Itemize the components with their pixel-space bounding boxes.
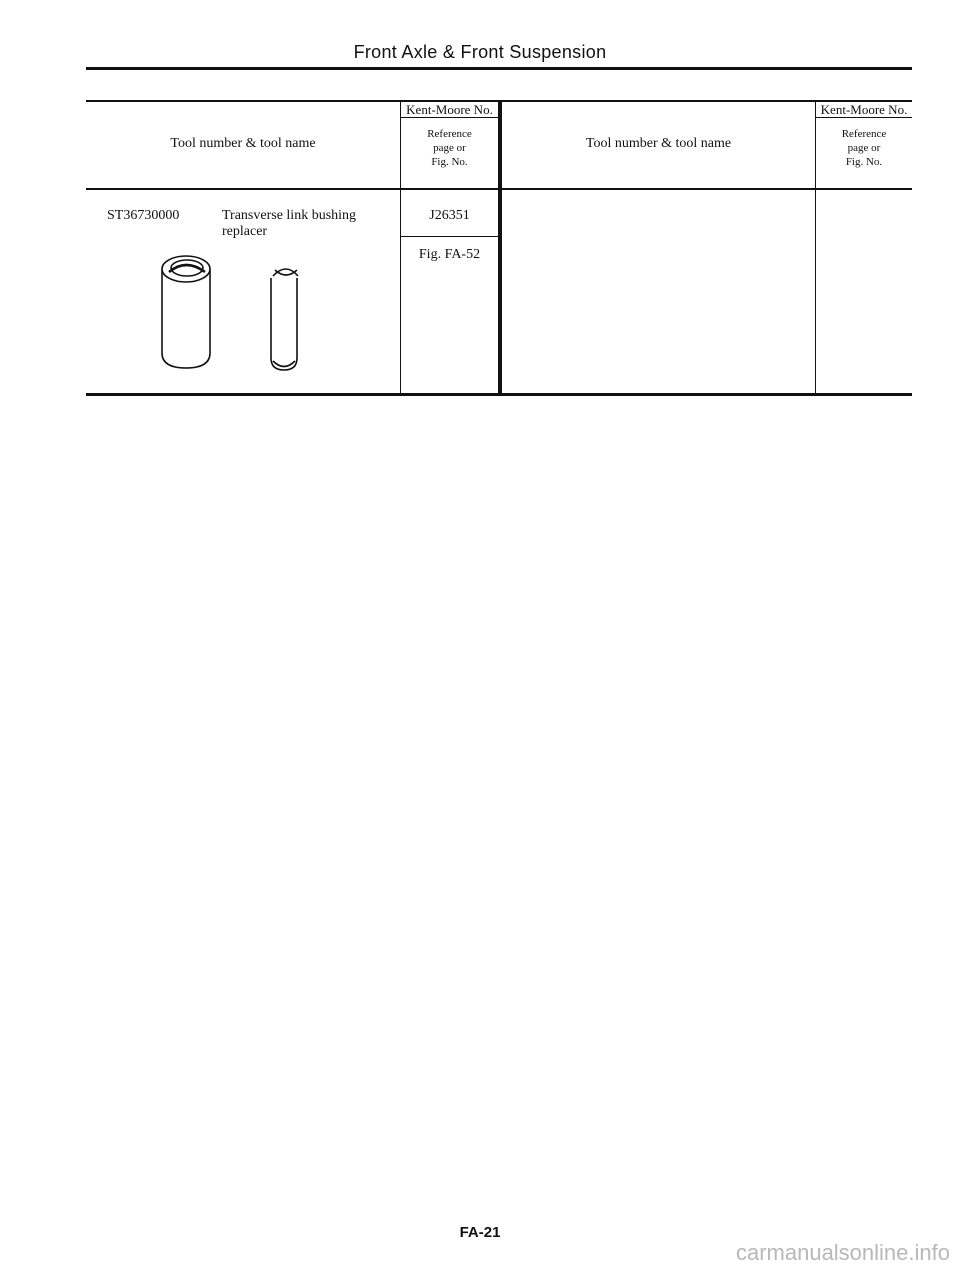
- left-header-kent: Kent-Moore No.: [406, 102, 493, 117]
- bushing-replacer-illustration: [150, 248, 330, 373]
- reference-fig: Fig. FA-52: [418, 247, 481, 262]
- left-header-tool: Tool number & tool name: [170, 136, 316, 151]
- page-number: FA-21: [459, 1224, 501, 1241]
- right-header-ref-2: page or: [847, 142, 881, 154]
- tool-number: ST36730000: [107, 208, 180, 223]
- right-header-kent: Kent-Moore No.: [820, 102, 908, 117]
- tool-name-line2: replacer: [222, 224, 268, 239]
- kent-moore-number: J26351: [429, 208, 470, 223]
- right-header-ref-3: Fig. No.: [845, 156, 883, 168]
- tool-name-line1: Transverse link bushing: [222, 208, 357, 223]
- header-rule: [86, 67, 912, 70]
- page-title: Front Axle & Front Suspension: [353, 42, 607, 62]
- left-header-ref-1: Reference: [427, 128, 472, 140]
- right-header-tool: Tool number & tool name: [585, 136, 732, 151]
- row-ref-separator-left: [400, 236, 500, 237]
- watermark: carmanualsonline.info: [735, 1240, 950, 1265]
- left-header-ref-2: page or: [433, 142, 466, 154]
- left-header-ref-3: Fig. No.: [431, 156, 468, 168]
- right-header-ref-1: Reference: [841, 128, 887, 140]
